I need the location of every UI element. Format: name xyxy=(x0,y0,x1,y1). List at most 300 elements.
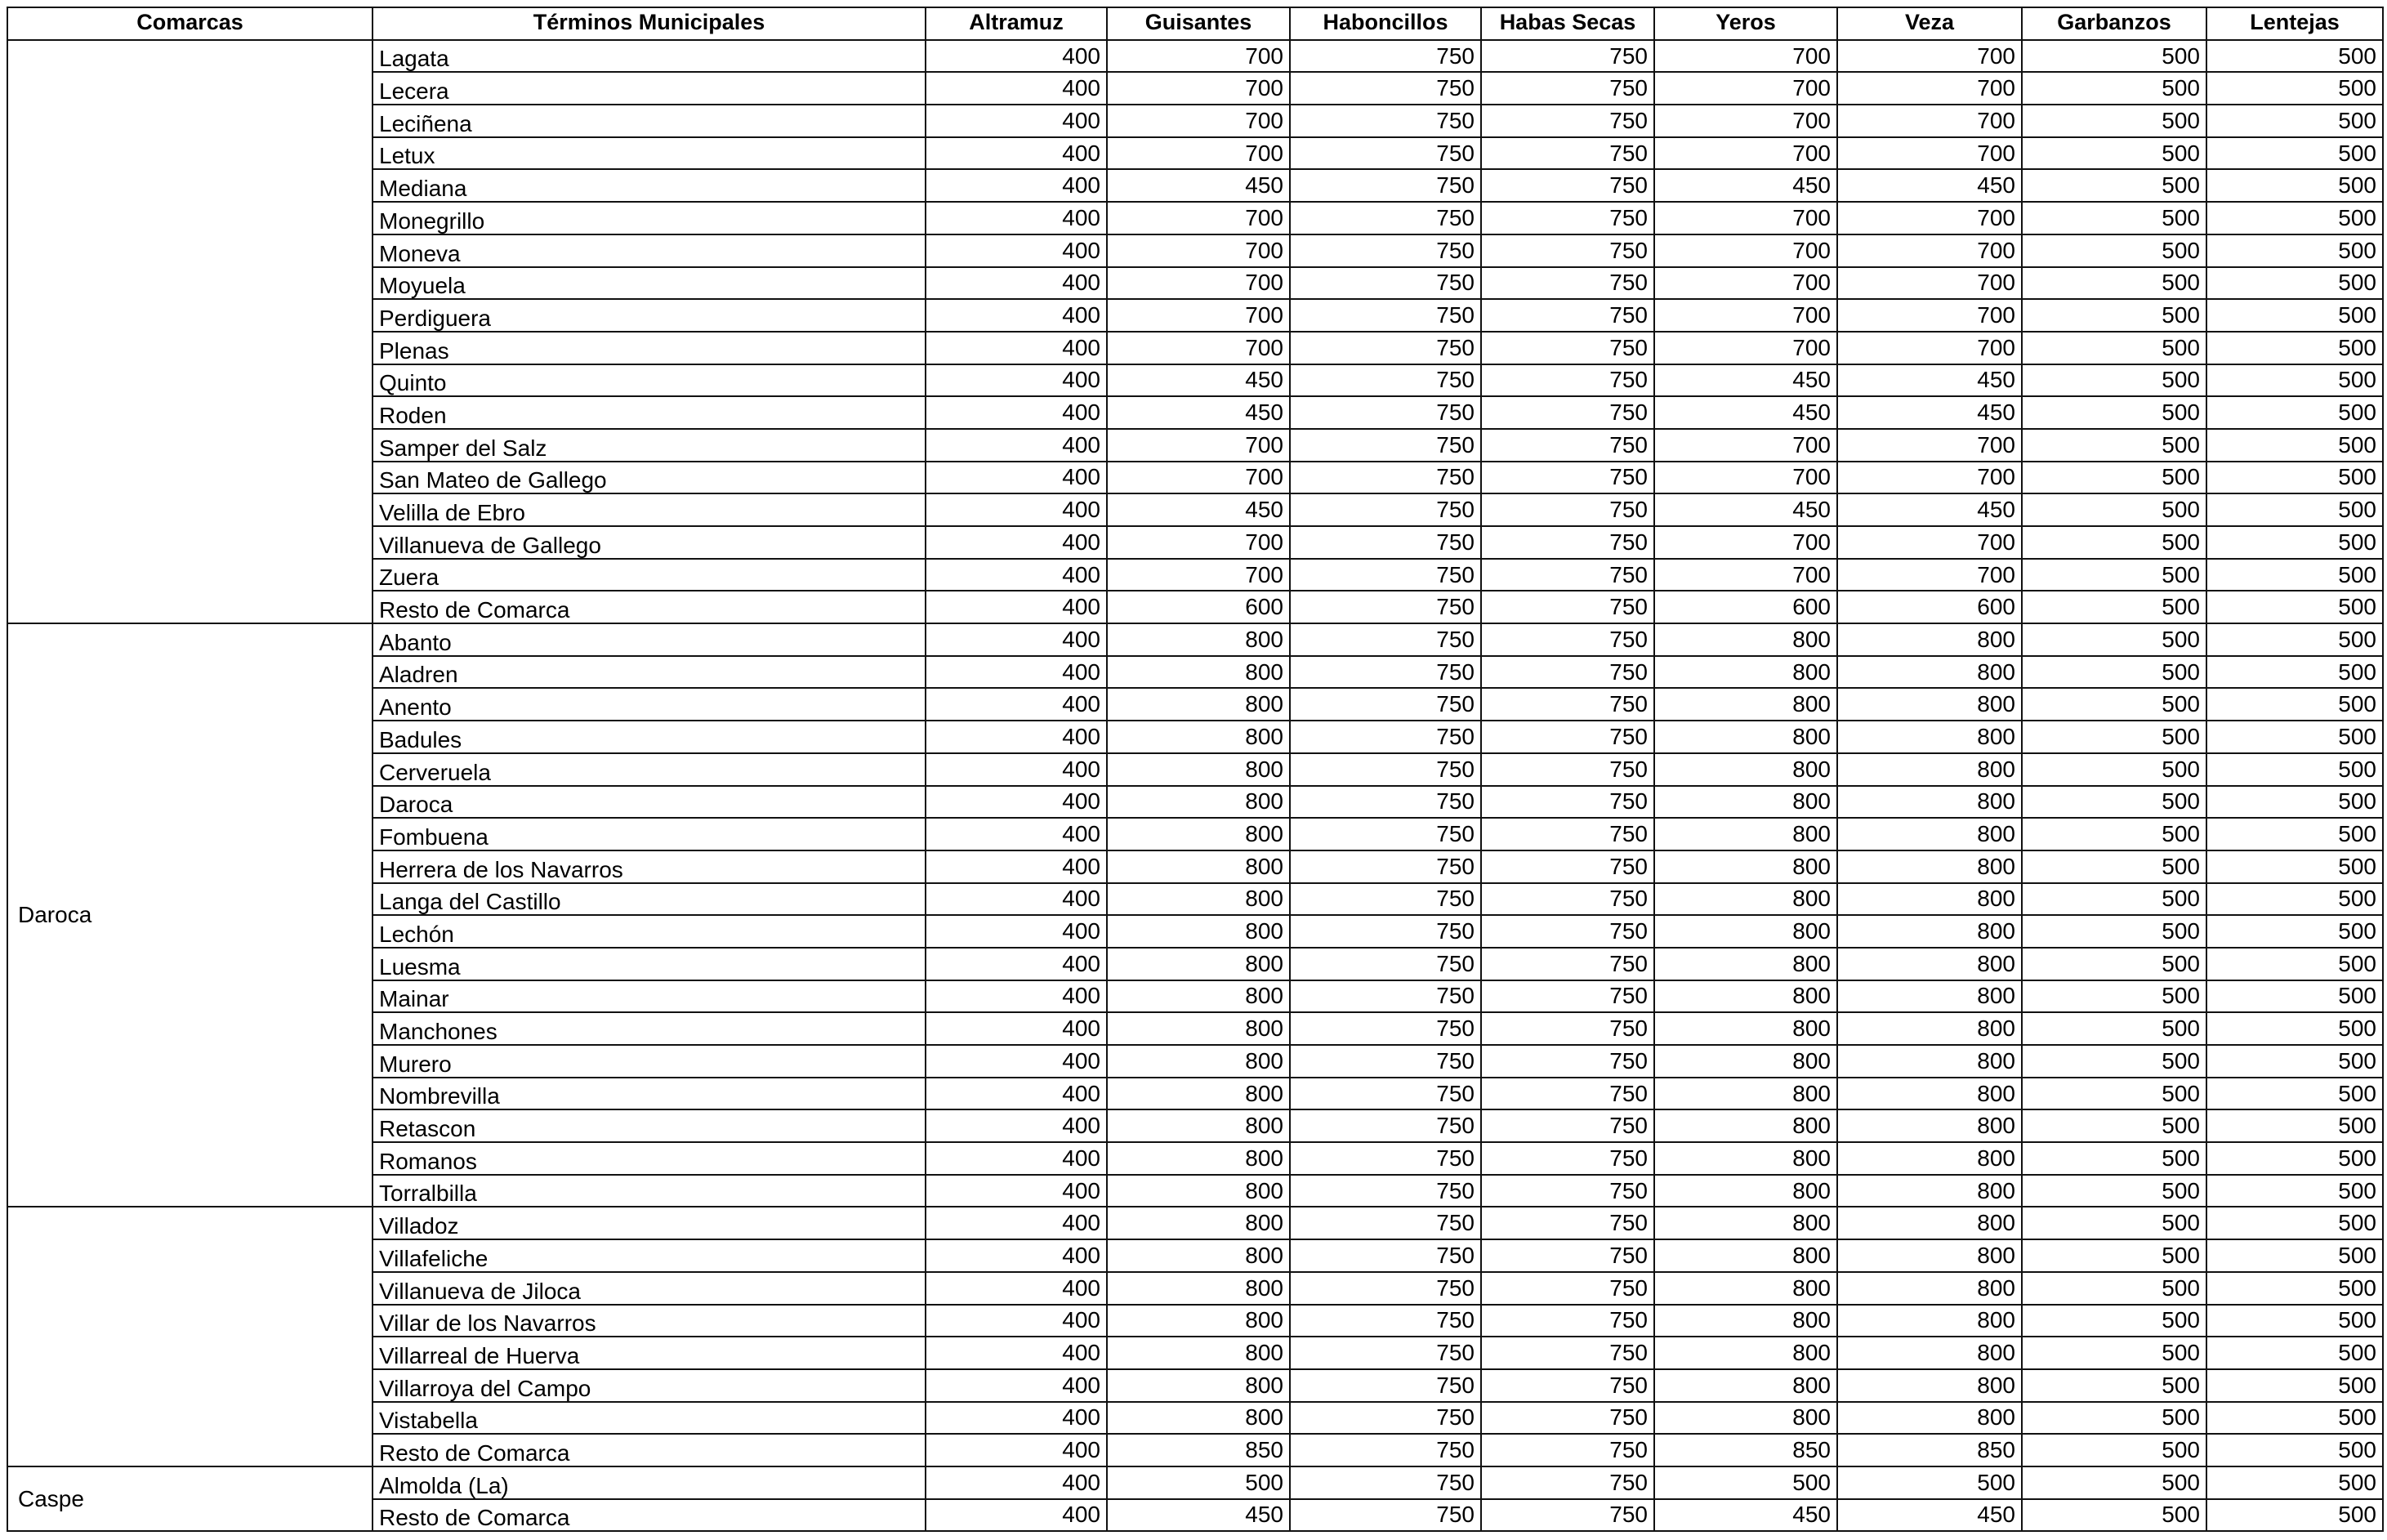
municipality-cell: Lechón xyxy=(373,915,926,948)
value-cell: 400 xyxy=(926,1175,1107,1207)
value-cell: 500 xyxy=(2022,883,2206,916)
value-cell: 500 xyxy=(2022,202,2206,234)
value-cell: 700 xyxy=(1837,137,2022,170)
value-cell: 800 xyxy=(1837,1305,2022,1337)
municipality-cell: Lecera xyxy=(373,72,926,105)
header-row xyxy=(7,7,2383,40)
value-cell: 750 xyxy=(1290,591,1481,623)
value-cell: 800 xyxy=(1654,915,1837,948)
municipality-cell: Moyuela xyxy=(373,267,926,300)
yields-table xyxy=(7,7,2384,1532)
value-cell: 700 xyxy=(1654,526,1837,559)
value-cell: 700 xyxy=(1654,234,1837,267)
value-cell: 750 xyxy=(1481,688,1654,721)
municipality-cell: Samper del Salz xyxy=(373,429,926,462)
value-cell: 500 xyxy=(2206,396,2383,429)
value-cell: 450 xyxy=(1107,396,1290,429)
value-cell: 800 xyxy=(1654,1369,1837,1402)
municipality-cell: Zuera xyxy=(373,559,926,591)
municipality-cell: Romanos xyxy=(373,1142,926,1175)
value-cell: 750 xyxy=(1290,721,1481,753)
value-cell: 400 xyxy=(926,883,1107,916)
value-cell: 400 xyxy=(926,656,1107,689)
value-cell: 700 xyxy=(1837,202,2022,234)
value-cell: 500 xyxy=(2206,493,2383,526)
value-cell: 800 xyxy=(1107,1078,1290,1110)
value-cell: 400 xyxy=(926,786,1107,819)
value-cell: 500 xyxy=(2022,948,2206,980)
value-cell: 750 xyxy=(1481,883,1654,916)
value-cell: 800 xyxy=(1107,656,1290,689)
value-cell: 500 xyxy=(2206,1109,2383,1142)
value-cell: 500 xyxy=(2206,1142,2383,1175)
municipality-cell: Villar de los Navarros xyxy=(373,1305,926,1337)
value-cell: 750 xyxy=(1290,1239,1481,1272)
value-cell: 400 xyxy=(926,1337,1107,1369)
value-cell: 500 xyxy=(2022,40,2206,73)
value-cell: 800 xyxy=(1654,948,1837,980)
municipality-cell: Letux xyxy=(373,137,926,170)
value-cell: 800 xyxy=(1654,818,1837,850)
header-terminos-municipales: Términos Municipales xyxy=(373,7,926,40)
value-cell: 500 xyxy=(2022,72,2206,105)
value-cell: 500 xyxy=(1837,1466,2022,1499)
value-cell: 700 xyxy=(1107,332,1290,364)
value-cell: 700 xyxy=(1107,559,1290,591)
value-cell: 800 xyxy=(1107,786,1290,819)
municipality-cell: Villafeliche xyxy=(373,1239,926,1272)
value-cell: 700 xyxy=(1107,526,1290,559)
value-cell: 800 xyxy=(1837,1142,2022,1175)
municipality-cell: Mediana xyxy=(373,169,926,202)
value-cell: 500 xyxy=(2022,1109,2206,1142)
value-cell: 750 xyxy=(1290,493,1481,526)
value-cell: 750 xyxy=(1481,948,1654,980)
value-cell: 450 xyxy=(1837,169,2022,202)
value-cell: 400 xyxy=(926,332,1107,364)
value-cell: 400 xyxy=(926,1239,1107,1272)
value-cell: 750 xyxy=(1290,1434,1481,1466)
value-cell: 800 xyxy=(1107,850,1290,883)
value-cell: 500 xyxy=(2022,1239,2206,1272)
value-cell: 750 xyxy=(1481,1466,1654,1499)
value-cell: 400 xyxy=(926,1109,1107,1142)
value-cell: 750 xyxy=(1290,1337,1481,1369)
municipality-cell: Moneva xyxy=(373,234,926,267)
value-cell: 400 xyxy=(926,1272,1107,1305)
value-cell: 750 xyxy=(1481,396,1654,429)
value-cell: 700 xyxy=(1837,267,2022,300)
value-cell: 500 xyxy=(2206,721,2383,753)
value-cell: 400 xyxy=(926,721,1107,753)
value-cell: 450 xyxy=(1837,396,2022,429)
value-cell: 800 xyxy=(1837,1272,2022,1305)
value-cell: 750 xyxy=(1481,40,1654,73)
value-cell: 700 xyxy=(1654,462,1837,494)
value-cell: 800 xyxy=(1107,1012,1290,1045)
value-cell: 750 xyxy=(1290,1207,1481,1239)
municipality-cell: Vistabella xyxy=(373,1402,926,1435)
value-cell: 750 xyxy=(1481,1109,1654,1142)
value-cell: 750 xyxy=(1290,105,1481,137)
value-cell: 400 xyxy=(926,364,1107,397)
municipality-cell: Lagata xyxy=(373,40,926,73)
value-cell: 450 xyxy=(1654,493,1837,526)
value-cell: 800 xyxy=(1837,883,2022,916)
value-cell: 750 xyxy=(1290,1012,1481,1045)
value-cell: 700 xyxy=(1837,105,2022,137)
value-cell: 500 xyxy=(2022,1337,2206,1369)
value-cell: 500 xyxy=(1107,1466,1290,1499)
municipality-cell: Villarroya del Campo xyxy=(373,1369,926,1402)
value-cell: 700 xyxy=(1107,429,1290,462)
value-cell: 800 xyxy=(1837,688,2022,721)
value-cell: 750 xyxy=(1290,1078,1481,1110)
value-cell: 500 xyxy=(2022,915,2206,948)
value-cell: 500 xyxy=(2022,753,2206,786)
value-cell: 750 xyxy=(1481,1434,1654,1466)
municipality-cell: Almolda (La) xyxy=(373,1466,926,1499)
value-cell: 800 xyxy=(1107,1175,1290,1207)
value-cell: 800 xyxy=(1837,1012,2022,1045)
municipality-cell: Abanto xyxy=(373,623,926,656)
value-cell: 800 xyxy=(1107,623,1290,656)
value-cell: 700 xyxy=(1654,559,1837,591)
municipality-cell: Plenas xyxy=(373,332,926,364)
value-cell: 700 xyxy=(1107,72,1290,105)
municipality-cell: Resto de Comarca xyxy=(373,1434,926,1466)
value-cell: 750 xyxy=(1290,40,1481,73)
value-cell: 750 xyxy=(1481,1499,1654,1532)
value-cell: 750 xyxy=(1290,623,1481,656)
value-cell: 750 xyxy=(1290,299,1481,332)
value-cell: 750 xyxy=(1290,688,1481,721)
value-cell: 800 xyxy=(1107,1402,1290,1435)
value-cell: 400 xyxy=(926,850,1107,883)
value-cell: 400 xyxy=(926,948,1107,980)
municipality-cell: Perdiguera xyxy=(373,299,926,332)
value-cell: 750 xyxy=(1290,72,1481,105)
value-cell: 700 xyxy=(1654,332,1837,364)
value-cell: 750 xyxy=(1481,364,1654,397)
value-cell: 500 xyxy=(2206,169,2383,202)
value-cell: 750 xyxy=(1481,818,1654,850)
value-cell: 800 xyxy=(1837,1109,2022,1142)
value-cell: 750 xyxy=(1481,1045,1654,1078)
value-cell: 500 xyxy=(2022,1142,2206,1175)
value-cell: 750 xyxy=(1481,332,1654,364)
comarca-cell xyxy=(7,40,373,623)
value-cell: 700 xyxy=(1107,137,1290,170)
value-cell: 400 xyxy=(926,1078,1107,1110)
value-cell: 750 xyxy=(1481,980,1654,1013)
value-cell: 400 xyxy=(926,1012,1107,1045)
value-cell: 800 xyxy=(1837,980,2022,1013)
value-cell: 500 xyxy=(2022,105,2206,137)
value-cell: 500 xyxy=(2206,1272,2383,1305)
value-cell: 750 xyxy=(1290,364,1481,397)
value-cell: 750 xyxy=(1481,299,1654,332)
municipality-cell: Quinto xyxy=(373,364,926,397)
value-cell: 400 xyxy=(926,688,1107,721)
value-cell: 750 xyxy=(1290,1499,1481,1532)
value-cell: 800 xyxy=(1837,948,2022,980)
value-cell: 500 xyxy=(2022,818,2206,850)
value-cell: 750 xyxy=(1481,786,1654,819)
value-cell: 450 xyxy=(1837,493,2022,526)
value-cell: 500 xyxy=(2206,656,2383,689)
value-cell: 750 xyxy=(1481,559,1654,591)
value-cell: 500 xyxy=(2022,1466,2206,1499)
municipality-cell: Mainar xyxy=(373,980,926,1013)
value-cell: 750 xyxy=(1290,980,1481,1013)
value-cell: 500 xyxy=(2206,40,2383,73)
value-cell: 400 xyxy=(926,72,1107,105)
value-cell: 700 xyxy=(1654,299,1837,332)
value-cell: 800 xyxy=(1837,915,2022,948)
value-cell: 500 xyxy=(2206,105,2383,137)
value-cell: 700 xyxy=(1837,40,2022,73)
value-cell: 700 xyxy=(1107,462,1290,494)
value-cell: 500 xyxy=(2206,980,2383,1013)
value-cell: 400 xyxy=(926,623,1107,656)
value-cell: 400 xyxy=(926,818,1107,850)
value-cell: 400 xyxy=(926,462,1107,494)
value-cell: 500 xyxy=(2022,786,2206,819)
value-cell: 500 xyxy=(2206,623,2383,656)
value-cell: 800 xyxy=(1107,753,1290,786)
municipality-cell: Velilla de Ebro xyxy=(373,493,926,526)
table-row xyxy=(7,623,2383,656)
value-cell: 750 xyxy=(1481,850,1654,883)
value-cell: 700 xyxy=(1654,137,1837,170)
value-cell: 400 xyxy=(926,1402,1107,1435)
value-cell: 400 xyxy=(926,559,1107,591)
value-cell: 500 xyxy=(2022,623,2206,656)
value-cell: 800 xyxy=(1107,1272,1290,1305)
value-cell: 500 xyxy=(2206,559,2383,591)
value-cell: 500 xyxy=(2022,526,2206,559)
value-cell: 800 xyxy=(1654,1109,1837,1142)
value-cell: 500 xyxy=(2022,234,2206,267)
value-cell: 500 xyxy=(2022,1305,2206,1337)
value-cell: 800 xyxy=(1837,1337,2022,1369)
value-cell: 800 xyxy=(1654,1142,1837,1175)
value-cell: 500 xyxy=(2206,429,2383,462)
value-cell: 500 xyxy=(2206,1045,2383,1078)
value-cell: 500 xyxy=(2022,1434,2206,1466)
value-cell: 800 xyxy=(1654,656,1837,689)
value-cell: 800 xyxy=(1107,980,1290,1013)
value-cell: 500 xyxy=(2206,948,2383,980)
value-cell: 500 xyxy=(2022,332,2206,364)
value-cell: 750 xyxy=(1481,526,1654,559)
value-cell: 750 xyxy=(1481,462,1654,494)
value-cell: 700 xyxy=(1654,105,1837,137)
value-cell: 450 xyxy=(1107,364,1290,397)
municipality-cell: Anento xyxy=(373,688,926,721)
value-cell: 500 xyxy=(2206,364,2383,397)
value-cell: 700 xyxy=(1837,559,2022,591)
value-cell: 700 xyxy=(1654,40,1837,73)
value-cell: 750 xyxy=(1481,1337,1654,1369)
value-cell: 800 xyxy=(1837,786,2022,819)
value-cell: 700 xyxy=(1107,267,1290,300)
value-cell: 750 xyxy=(1290,1369,1481,1402)
municipality-cell: Murero xyxy=(373,1045,926,1078)
value-cell: 500 xyxy=(2206,1499,2383,1532)
value-cell: 750 xyxy=(1290,202,1481,234)
value-cell: 700 xyxy=(1107,299,1290,332)
value-cell: 500 xyxy=(2022,462,2206,494)
header-haboncillos: Haboncillos xyxy=(1290,7,1481,40)
value-cell: 500 xyxy=(2206,915,2383,948)
value-cell: 750 xyxy=(1481,137,1654,170)
value-cell: 750 xyxy=(1290,1305,1481,1337)
value-cell: 400 xyxy=(926,267,1107,300)
value-cell: 750 xyxy=(1290,753,1481,786)
value-cell: 600 xyxy=(1107,591,1290,623)
value-cell: 500 xyxy=(2022,429,2206,462)
value-cell: 800 xyxy=(1654,1207,1837,1239)
value-cell: 800 xyxy=(1107,915,1290,948)
municipality-cell: Herrera de los Navarros xyxy=(373,850,926,883)
value-cell: 400 xyxy=(926,1466,1107,1499)
value-cell: 500 xyxy=(2206,818,2383,850)
municipality-cell: Retascon xyxy=(373,1109,926,1142)
municipality-cell: Manchones xyxy=(373,1012,926,1045)
header-lentejas: Lentejas xyxy=(2206,7,2383,40)
value-cell: 750 xyxy=(1290,1142,1481,1175)
value-cell: 750 xyxy=(1481,1012,1654,1045)
value-cell: 500 xyxy=(2206,1175,2383,1207)
value-cell: 400 xyxy=(926,105,1107,137)
value-cell: 750 xyxy=(1290,656,1481,689)
value-cell: 500 xyxy=(2022,267,2206,300)
value-cell: 500 xyxy=(2206,267,2383,300)
header-habas-secas: Habas Secas xyxy=(1481,7,1654,40)
value-cell: 750 xyxy=(1481,493,1654,526)
value-cell: 750 xyxy=(1290,915,1481,948)
value-cell: 800 xyxy=(1837,721,2022,753)
value-cell: 750 xyxy=(1481,234,1654,267)
value-cell: 500 xyxy=(2206,526,2383,559)
value-cell: 500 xyxy=(2206,1369,2383,1402)
value-cell: 500 xyxy=(2206,591,2383,623)
value-cell: 750 xyxy=(1290,948,1481,980)
municipality-cell: Roden xyxy=(373,396,926,429)
value-cell: 700 xyxy=(1837,332,2022,364)
value-cell: 500 xyxy=(2022,396,2206,429)
value-cell: 500 xyxy=(1654,1466,1837,1499)
value-cell: 500 xyxy=(2206,202,2383,234)
municipality-cell: Monegrillo xyxy=(373,202,926,234)
value-cell: 500 xyxy=(2206,1078,2383,1110)
value-cell: 800 xyxy=(1837,1045,2022,1078)
value-cell: 450 xyxy=(1654,396,1837,429)
value-cell: 450 xyxy=(1107,1499,1290,1532)
value-cell: 800 xyxy=(1837,1207,2022,1239)
value-cell: 850 xyxy=(1107,1434,1290,1466)
value-cell: 750 xyxy=(1481,429,1654,462)
value-cell: 750 xyxy=(1481,72,1654,105)
value-cell: 700 xyxy=(1107,105,1290,137)
value-cell: 450 xyxy=(1107,493,1290,526)
value-cell: 750 xyxy=(1290,332,1481,364)
value-cell: 800 xyxy=(1654,1239,1837,1272)
value-cell: 400 xyxy=(926,980,1107,1013)
data-sheet xyxy=(7,7,2384,1532)
value-cell: 800 xyxy=(1654,1272,1837,1305)
municipality-cell: Nombrevilla xyxy=(373,1078,926,1110)
value-cell: 500 xyxy=(2022,1175,2206,1207)
value-cell: 500 xyxy=(2206,786,2383,819)
table-row xyxy=(7,1207,2383,1239)
value-cell: 700 xyxy=(1107,40,1290,73)
value-cell: 400 xyxy=(926,429,1107,462)
value-cell: 750 xyxy=(1290,1045,1481,1078)
value-cell: 800 xyxy=(1107,1369,1290,1402)
value-cell: 800 xyxy=(1107,721,1290,753)
value-cell: 500 xyxy=(2206,1434,2383,1466)
value-cell: 500 xyxy=(2206,299,2383,332)
value-cell: 700 xyxy=(1107,234,1290,267)
value-cell: 800 xyxy=(1654,850,1837,883)
value-cell: 750 xyxy=(1290,1272,1481,1305)
value-cell: 800 xyxy=(1837,1078,2022,1110)
value-cell: 400 xyxy=(926,1434,1107,1466)
value-cell: 500 xyxy=(2022,299,2206,332)
value-cell: 700 xyxy=(1837,299,2022,332)
table-row xyxy=(7,40,2383,73)
value-cell: 750 xyxy=(1481,1078,1654,1110)
municipality-cell: Villanueva de Jiloca xyxy=(373,1272,926,1305)
value-cell: 750 xyxy=(1481,202,1654,234)
value-cell: 800 xyxy=(1107,1045,1290,1078)
municipality-cell: Villarreal de Huerva xyxy=(373,1337,926,1369)
municipality-cell: San Mateo de Gallego xyxy=(373,462,926,494)
value-cell: 400 xyxy=(926,396,1107,429)
value-cell: 850 xyxy=(1654,1434,1837,1466)
value-cell: 800 xyxy=(1654,786,1837,819)
value-cell: 400 xyxy=(926,40,1107,73)
value-cell: 400 xyxy=(926,526,1107,559)
value-cell: 400 xyxy=(926,1142,1107,1175)
value-cell: 500 xyxy=(2022,850,2206,883)
value-cell: 500 xyxy=(2206,883,2383,916)
value-cell: 750 xyxy=(1290,850,1481,883)
municipality-cell: Fombuena xyxy=(373,818,926,850)
value-cell: 500 xyxy=(2022,1207,2206,1239)
value-cell: 750 xyxy=(1290,1466,1481,1499)
value-cell: 750 xyxy=(1290,526,1481,559)
value-cell: 400 xyxy=(926,1305,1107,1337)
value-cell: 750 xyxy=(1290,786,1481,819)
value-cell: 800 xyxy=(1654,721,1837,753)
municipality-cell: Villadoz xyxy=(373,1207,926,1239)
value-cell: 800 xyxy=(1654,1045,1837,1078)
value-cell: 800 xyxy=(1654,623,1837,656)
value-cell: 750 xyxy=(1481,169,1654,202)
value-cell: 500 xyxy=(2022,1499,2206,1532)
value-cell: 400 xyxy=(926,915,1107,948)
value-cell: 400 xyxy=(926,1369,1107,1402)
value-cell: 500 xyxy=(2022,1012,2206,1045)
value-cell: 500 xyxy=(2206,1012,2383,1045)
value-cell: 700 xyxy=(1837,72,2022,105)
value-cell: 750 xyxy=(1481,1207,1654,1239)
value-cell: 500 xyxy=(2206,462,2383,494)
